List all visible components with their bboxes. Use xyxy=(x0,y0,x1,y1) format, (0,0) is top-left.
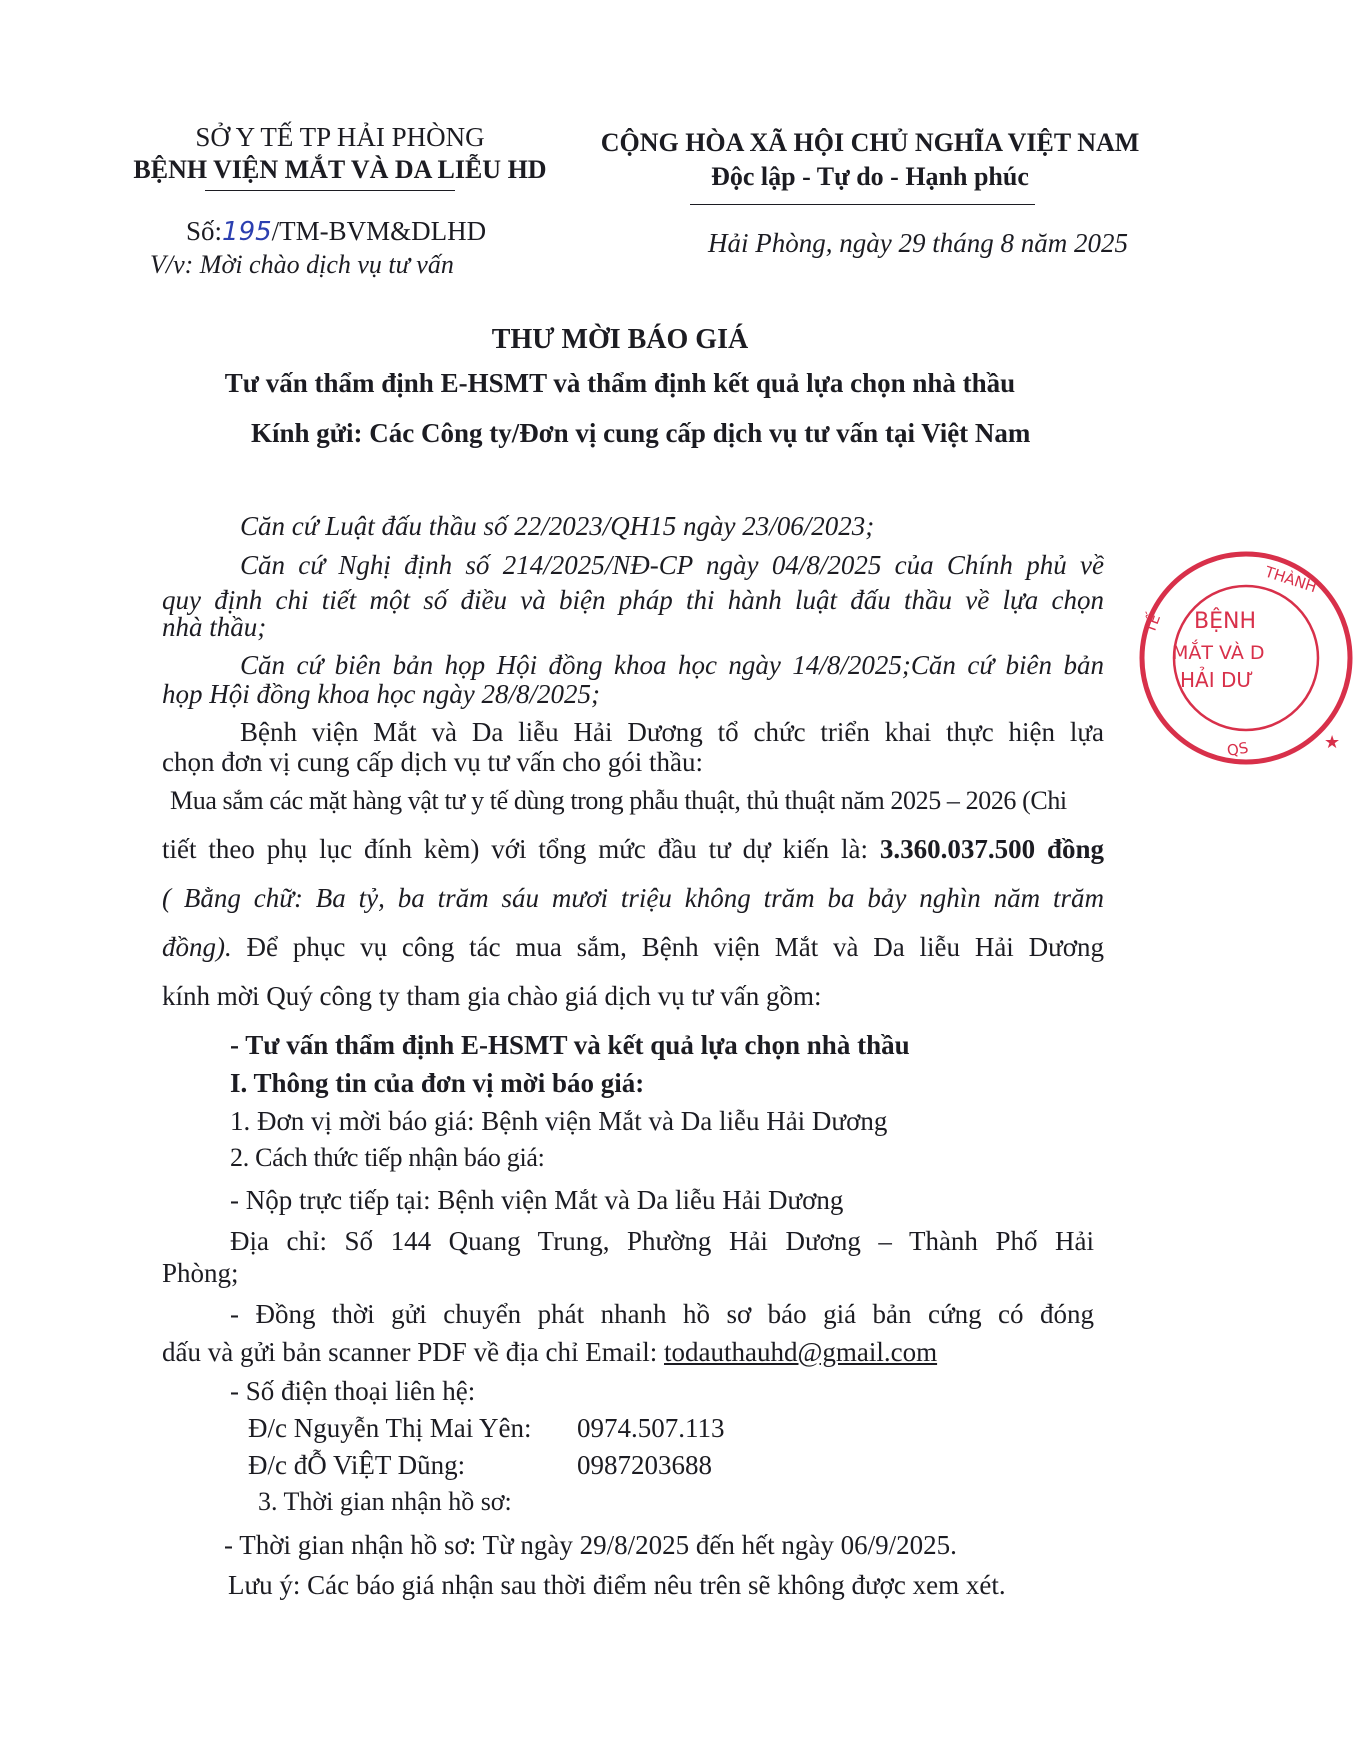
contact-name-1: Đ/c Nguyễn Thị Mai Yên: xyxy=(248,1413,532,1443)
section1-item2: 2. Cách thức tiếp nhận báo giá: xyxy=(230,1143,545,1172)
national-motto: Độc lập - Tự do - Hạnh phúc xyxy=(711,162,1029,191)
left-header-rule xyxy=(205,190,455,191)
basis-minutes-line1: Căn cứ biên bản họp Hội đồng khoa học ngày 14/8/2025;Căn cứ biên bản xyxy=(240,650,1104,680)
number-prefix: Số: xyxy=(186,216,223,246)
amount-in-words-line2 xyxy=(162,928,1104,967)
stamp-ring-left: TẾ xyxy=(1140,611,1165,636)
recipient-line: Kính gửi: Các Công ty/Đơn vị cung cấp dịch vụ tư vấn tại Việt Nam xyxy=(251,418,1031,448)
document-subtitle: Tư vấn thẩm định E-HSMT và thẩm định kết quả lựa chọn nhà thầu xyxy=(224,368,1016,398)
document-title: THƯ MỜI BÁO GIÁ xyxy=(491,324,749,355)
service-item: - Tư vấn thẩm định E-HSMT và kết quả lựa chọn nhà thầu xyxy=(230,1030,910,1060)
stamp-ring-bottom: QS xyxy=(1225,738,1250,760)
contact-phone-1[interactable]: 0974.507.113 xyxy=(577,1413,725,1443)
email-link[interactable]: todauthauhd@gmail.com xyxy=(664,1337,938,1367)
basis-decree-line1: Căn cứ Nghị định số 214/2025/NĐ-CP ngày 04/8/2025 của Chính phủ về xyxy=(240,550,1104,580)
package-line2-text: tiết theo phụ lục đính kèm) với tổng mức đầu tư dự kiến là: xyxy=(162,834,868,864)
section1-heading: I. Thông tin của đơn vị mời báo giá: xyxy=(230,1068,645,1098)
document-number xyxy=(186,216,486,247)
courier-line2 xyxy=(162,1337,937,1368)
number-suffix: /TM-BVM&DLHD xyxy=(271,216,487,246)
address-line2: Phòng; xyxy=(162,1258,239,1288)
courier-line2-text: dấu và gửi bản scanner PDF về địa chỉ Email: xyxy=(162,1337,658,1367)
procurement-purpose: Để phục vụ công tác mua sắm, Bệnh viện Mắt và Da liễu Hải Dương xyxy=(246,932,1105,962)
basis-decree-line3: nhà thầu; xyxy=(162,612,267,642)
stamp-line3: HẢI DƯ xyxy=(1180,668,1254,692)
phone-label: - Số điện thoại liên hệ: xyxy=(230,1376,476,1406)
basis-decree-line2: quy định chi tiết một số điều và biện pháp thi hành luật đấu thầu về lựa chọn xyxy=(162,585,1104,615)
hospital-seal-stamp xyxy=(1136,548,1356,768)
basis-law: Căn cứ Luật đấu thầu số 22/2023/QH15 ngày 23/06/2023; xyxy=(240,511,875,541)
package-line2 xyxy=(162,830,1104,869)
amount-in-words-line1: ( Bằng chữ: Ba tỷ, ba trăm sáu mươi triệu không trăm ba bảy nghìn năm trăm xyxy=(162,883,1104,913)
section1-item3: 3. Thời gian nhận hồ sơ: xyxy=(258,1487,512,1516)
contact-phone-2[interactable]: 0987203688 xyxy=(577,1450,712,1480)
basis-minutes-line2: họp Hội đồng khoa học ngày 28/8/2025; xyxy=(162,679,600,709)
late-quote-note: Lưu ý: Các báo giá nhận sau thời điểm nêu trên sẽ không được xem xét. xyxy=(228,1570,1006,1600)
hospital-name: BỆNH VIỆN MẮT VÀ DA LIỄU HD xyxy=(133,155,547,184)
total-amount: 3.360.037.500 đồng xyxy=(879,834,1105,864)
package-line1: Mua sắm các mặt hàng vật tư y tế dùng trong phẫu thuật, thủ thuật năm 2025 – 2026 (Chi xyxy=(170,786,1067,815)
nation-name: CỘNG HÒA XÃ HỘI CHỦ NGHĨA VIỆT NAM xyxy=(600,128,1140,157)
number-handwritten: 195 xyxy=(222,217,272,247)
intro-line1: Bệnh viện Mắt và Da liễu Hải Dương tổ chức triển khai thực hiện lựa xyxy=(240,717,1104,747)
receive-time: - Thời gian nhận hồ sơ: Từ ngày 29/8/2025 đến hết ngày 06/9/2025. xyxy=(224,1530,957,1560)
stamp-line2: MẮT VÀ D xyxy=(1172,642,1265,664)
submit-direct: - Nộp trực tiếp tại: Bệnh viện Mắt và Da liễu Hải Dương xyxy=(230,1185,844,1215)
courier-line1: - Đồng thời gửi chuyển phát nhanh hồ sơ báo giá bản cứng có đóng xyxy=(230,1299,1094,1329)
section1-item1: 1. Đơn vị mời báo giá: Bệnh viện Mắt và Da liễu Hải Dương xyxy=(230,1106,888,1136)
amount-words-end: đồng). xyxy=(162,932,232,962)
right-header-rule xyxy=(690,204,1035,205)
stamp-ring-top: THÀNH xyxy=(1262,562,1319,597)
stamp-line1: BỆNH xyxy=(1194,609,1256,634)
contact-name-2: Đ/c đỖ ViỆT Dũng: xyxy=(248,1450,466,1480)
address-line1: Địa chỉ: Số 144 Quang Trung, Phường Hải Dương – Thành Phố Hải xyxy=(230,1226,1094,1256)
department-name: SỞ Y TẾ TP HẢI PHÒNG xyxy=(195,122,485,152)
stamp-star-icon: ★ xyxy=(1324,732,1341,753)
intro-line2: chọn đơn vị cung cấp dịch vụ tư vấn cho gói thầu: xyxy=(162,747,704,777)
document-date: Hải Phòng, ngày 29 tháng 8 năm 2025 xyxy=(708,228,1128,258)
subject-line: V/v: Mời chào dịch vụ tư vấn xyxy=(150,250,454,279)
invite-line: kính mời Quý công ty tham gia chào giá dịch vụ tư vấn gồm: xyxy=(162,981,822,1011)
